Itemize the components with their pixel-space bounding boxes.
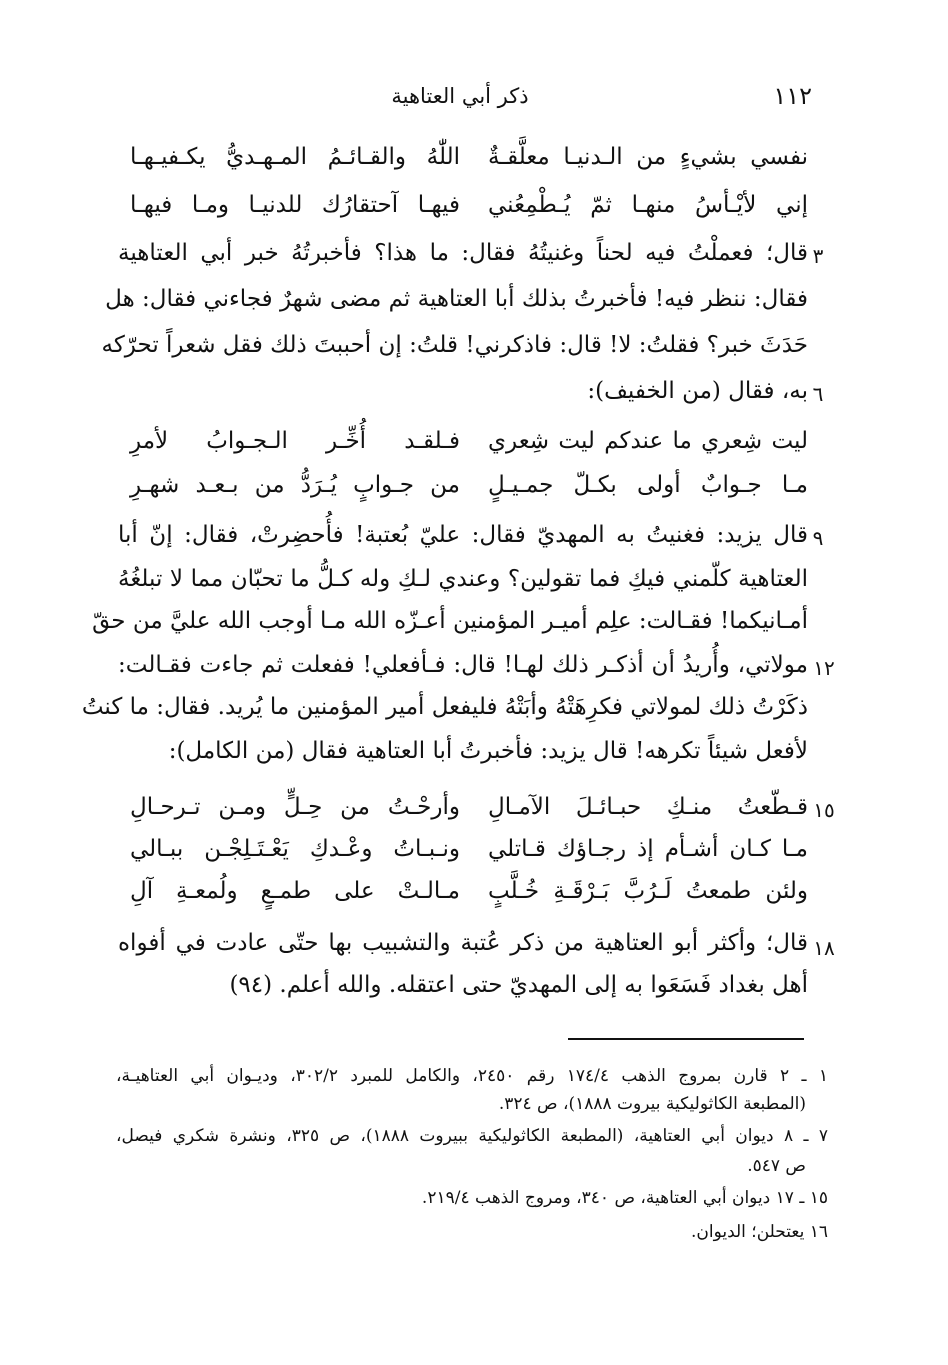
- prose-line: أمـانيكما! فقـالت: علِم أميـر المؤمنين أعـزّه الله مـا أوجب الله عليَّ من حقّ: [92, 608, 808, 634]
- prose-line: لأفعل شيئاً تكرهه! قال يزيد: فأخبرتُ أبا العتاهية فقال (من الكامل):: [168, 738, 808, 764]
- verse-hemistich-second: ونـبـاتُ وعْـدكِ يَعْـتَـلِجْـن ببـالي: [130, 836, 460, 862]
- line-number: ١٥: [813, 798, 835, 822]
- prose-line: أهل بغداد فَسَعَوا به إلى المهديّ حتى اعتقله. والله أعلم. (٩٤): [229, 972, 808, 998]
- verse-hemistich-first: ليت شِعري ما عندكم ليت شِعري: [488, 428, 808, 454]
- footnote: ١ ـ ٢ قارن بمروج الذهب ١٧٤/٤ رقم ٢٤٥٠، والكامل للمبرد ٣٠٢/٢، وديـوان أبي العتاهيـة،: [116, 1066, 828, 1086]
- footnote: ١٦ يعتحلن؛ الديوان.: [690, 1222, 828, 1242]
- verse-hemistich-second: من جـوابٍ يُـرَدُّ من بـعـد شهـرِ: [130, 472, 460, 498]
- prose-line: العتاهية كلّمني فيكِ فما تقولين؟ وعندي لـكِ وله كـلُّ ما تحبّان مما لا تبلغُهُ: [118, 566, 808, 592]
- page-number: ١١٢: [773, 82, 812, 110]
- verse-hemistich-first: إني لأيْـأسُ منهـا ثمّ يُـطْمِعُني: [488, 192, 808, 218]
- footnote-continuation: ص ٥٤٧.: [747, 1156, 806, 1176]
- running-head: ذكر أبي العتاهية: [391, 84, 529, 108]
- prose-line: قال؛ وأكثر أبو العتاهية من ذكر عُتبة والتشبيب بها حتّى عادت في أفواه: [118, 930, 808, 956]
- line-number: ١٨: [813, 936, 835, 960]
- verse-hemistich-first: نفسي بشيءٍ من الـدنيـا معلَّقـةٌ: [488, 144, 808, 170]
- prose-line: ذكَرْتُ ذلك لمولاتي فكرِهَتْهُ وأبَتْهُ فليفعل أمير المؤمنين ما يُريد. فقال: ما كنتُ: [81, 694, 808, 720]
- verse-hemistich-first: ولئن طمعتُ لَـرُبَّ بَـرْقَـةِ خُـلَّبٍ: [488, 878, 808, 904]
- prose-line: فقال: ننظر فيه! فأخبرتُ بذلك أبا العتاهية ثم مضى شهرٌ فجاءني فقال: هل: [105, 286, 808, 312]
- prose-line: قال؛ فعملْتُ فيه لحناً وغنيتُهُ فقال: ما هذا؟ فأخبرتُهُ خبر أبي العتاهية: [118, 240, 808, 266]
- line-number: ٩: [812, 526, 824, 550]
- verse-hemistich-second: اللّٰهُ والقـائـمُ المـهـديُّ يكـفيـهـا: [130, 144, 460, 170]
- footnote: ١٥ ـ ١٧ ديوان أبي العتاهية، ص ٣٤٠، ومروج الذهب ٢١٩/٤.: [421, 1188, 828, 1208]
- prose-line: حَدَثَ خبر؟ فقلتُ: لا! قال: فاذكرني! قلتُ: إن أحببتَ ذلك فقل شعراً تحرّكه: [101, 332, 808, 358]
- footnote: ٧ ـ ٨ ديوان أبي العتاهية، (المطبعة الكاثوليكية ببيروت ١٨٨٨)، ص ٣٢٥، ونشرة شكري فيصل،: [116, 1126, 828, 1146]
- verse-hemistich-first: مـا كـان أشـأم إذ رجـاؤك قـاتلي: [488, 836, 808, 862]
- verse-hemistich-second: وأرحْـتُ من حِـلٍّ ومـن تـرحـالِ: [130, 794, 460, 820]
- verse-hemistich-first: قـطّعتُ منـكِ حبـائـلَ الآمـالِ: [488, 794, 808, 820]
- prose-line: قال يزيد: فغنيتُ به المهديّ فقال: عليّ بُعتبة! فأُحضِرتْ، فقال: إنّ أبا: [118, 522, 808, 548]
- line-number: ٣: [812, 244, 824, 268]
- footnote-continuation: (المطبعة الكاثوليكية بيروت ١٨٨٨)، ص ٣٢٤.: [498, 1094, 806, 1114]
- line-number: ١٢: [813, 656, 835, 680]
- verse-hemistich-second: مـالـتْ على طمـعٍ ولُمعـةِ آلِ: [130, 878, 460, 904]
- verse-hemistich-second: فيهـا آحتقارُك للدنيـا ومـا فيهـا: [130, 192, 460, 218]
- prose-line: به، فقال (من الخفيف):: [587, 378, 808, 404]
- prose-line: مولاتي، وأُريدُ أن أذكـر ذلك لهـا! قال: فـأفعلي! ففعلت ثم جاءت فقـالت:: [118, 652, 808, 678]
- verse-hemistich-second: فـلقـد أُخِّـر الـجـوابُ لأمرِ: [130, 428, 460, 454]
- line-number: ٦: [812, 382, 824, 406]
- footnote-divider: [568, 1038, 804, 1040]
- verse-hemistich-first: مـا جـوابٌ أولى بكـلّ جمـيـلٍ: [488, 472, 808, 498]
